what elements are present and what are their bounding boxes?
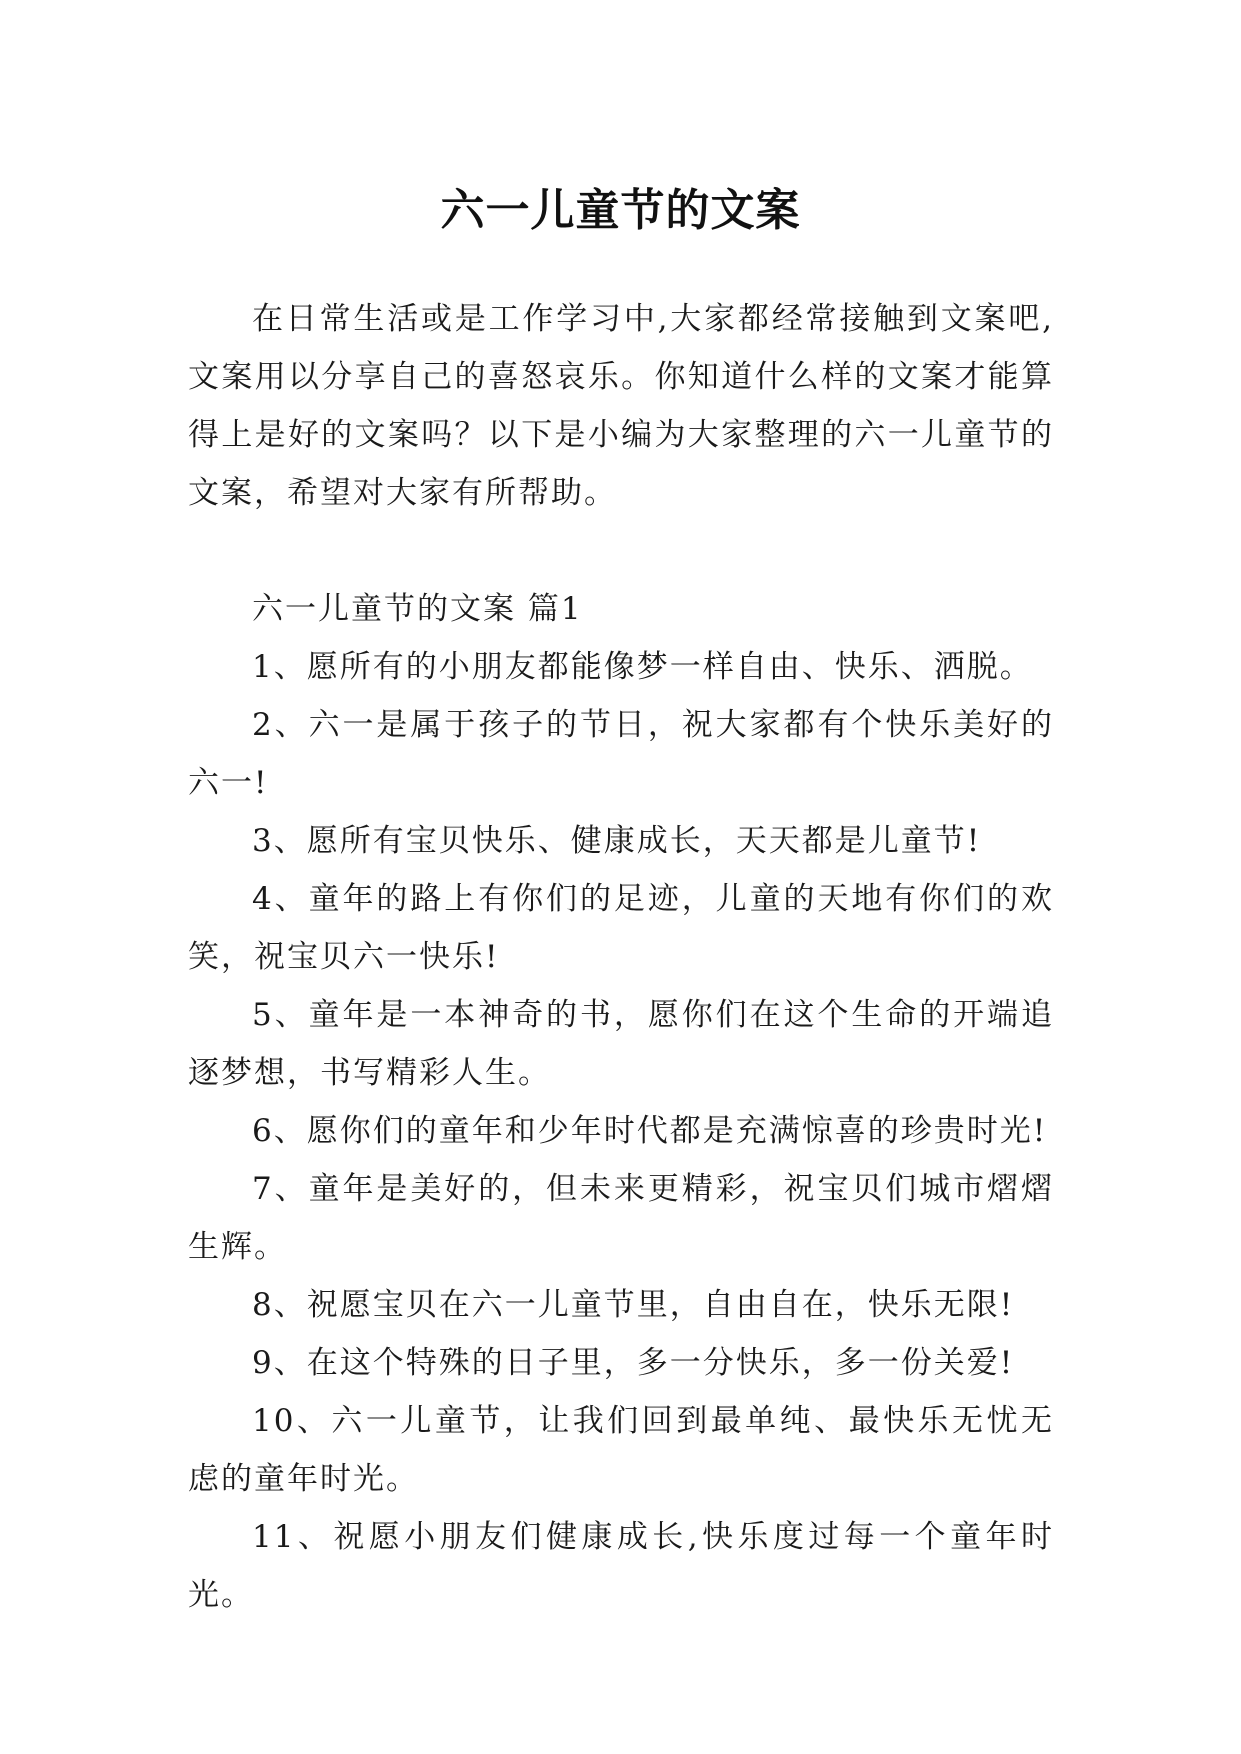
list-item: 2、六一是属于孩子的节日，祝大家都有个快乐美好的六一! [188, 707, 1054, 801]
list-item: 11、祝愿小朋友们健康成长,快乐度过每一个童年时光。 [188, 1519, 1054, 1613]
list-item: 9、在这个特殊的日子里，多一分快乐，多一份关爱! [252, 1345, 1015, 1381]
list-item: 6、愿你们的童年和少年时代都是充满惊喜的珍贵时光! [252, 1113, 1048, 1149]
intro-paragraph: 在日常生活或是工作学习中,大家都经常接触到文案吧,文案用以分享自己的喜怒哀乐。你知道什么样的文案才能算得上是好的文案吗？以下是小编为大家整理的六一儿童节的文案，希望对大家有所帮助。 [188, 301, 1054, 511]
list-item: 5、童年是一本神奇的书，愿你们在这个生命的开端追逐梦想，书写精彩人生。 [188, 997, 1054, 1091]
list-item: 7、童年是美好的，但未来更精彩，祝宝贝们城市熠熠生辉。 [188, 1171, 1054, 1265]
list-item: 4、童年的路上有你们的足迹，儿童的天地有你们的欢笑，祝宝贝六一快乐! [188, 881, 1054, 975]
document-title: 六一儿童节的文案 [440, 185, 801, 237]
list-item: 10、六一儿童节，让我们回到最单纯、最快乐无忧无虑的童年时光。 [188, 1403, 1054, 1497]
document-body [188, 290, 1054, 1624]
list-item: 8、祝愿宝贝在六一儿童节里，自由自在，快乐无限! [252, 1287, 1015, 1323]
list-item: 1、愿所有的小朋友都能像梦一样自由、快乐、洒脱。 [252, 649, 1033, 685]
section-heading: 六一儿童节的文案 篇1 [252, 591, 583, 627]
list-item: 3、愿所有宝贝快乐、健康成长，天天都是儿童节! [252, 823, 982, 859]
